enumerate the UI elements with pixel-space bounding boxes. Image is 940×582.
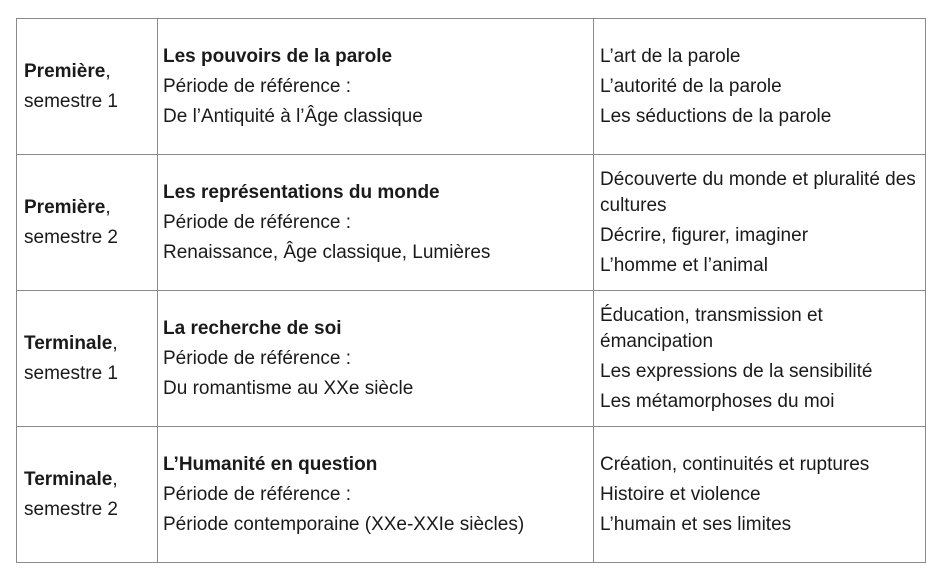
theme-title: La recherche de soi — [163, 317, 342, 339]
level-cell — [17, 155, 158, 291]
subject-item: Histoire et violence — [600, 483, 761, 505]
level-line — [24, 193, 157, 223]
level-name: Première — [24, 196, 106, 218]
level-suffix: , — [112, 332, 118, 354]
level-cell — [17, 19, 158, 155]
subject-item: L’homme et l’animal — [600, 254, 768, 276]
subject-item: L’humain et ses limites — [600, 513, 792, 535]
subjects-cell — [594, 19, 926, 155]
theme-title: L’Humanité en question — [163, 453, 378, 475]
subject-item: Création, continuités et ruptures — [600, 453, 870, 475]
period: Du romantisme au XXe siècle — [163, 377, 414, 399]
subjects-cell — [594, 291, 926, 427]
period-label: Période de référence : — [163, 211, 352, 233]
theme-cell — [158, 19, 594, 155]
level-name: Terminale — [24, 332, 113, 354]
level-cell — [17, 427, 158, 563]
period-label: Période de référence : — [163, 75, 352, 97]
level-line — [24, 465, 157, 495]
program-table — [16, 18, 926, 563]
subject-item: Découverte du monde et pluralité des cultures — [600, 168, 916, 216]
subject-item: Éducation, transmission et émancipation — [600, 304, 823, 352]
subject-item: Les métamorphoses du moi — [600, 390, 835, 412]
program-table-container — [16, 18, 926, 563]
subject-item: Les expressions de la sensibilité — [600, 360, 873, 382]
semester: semestre 1 — [24, 362, 118, 384]
table-row — [17, 19, 926, 155]
table-row — [17, 427, 926, 563]
level-suffix: , — [112, 468, 118, 490]
theme-title: Les pouvoirs de la parole — [163, 45, 393, 67]
level-line — [24, 57, 157, 87]
semester: semestre 2 — [24, 498, 118, 520]
period: Période contemporaine (XXe-XXIe siècles) — [163, 513, 525, 535]
subject-item: L’art de la parole — [600, 45, 741, 67]
table-row — [17, 155, 926, 291]
level-name: Terminale — [24, 468, 113, 490]
period-label: Période de référence : — [163, 347, 352, 369]
theme-cell — [158, 155, 594, 291]
period: Renaissance, Âge classique, Lumières — [163, 241, 491, 263]
table-row — [17, 291, 926, 427]
subjects-cell — [594, 155, 926, 291]
level-suffix: , — [105, 196, 111, 218]
theme-title: Les représentations du monde — [163, 181, 440, 203]
semester: semestre 2 — [24, 226, 118, 248]
semester: semestre 1 — [24, 90, 118, 112]
period-label: Période de référence : — [163, 483, 352, 505]
level-suffix: , — [105, 60, 111, 82]
period: De l’Antiquité à l’Âge classique — [163, 105, 423, 127]
theme-cell — [158, 427, 594, 563]
level-cell — [17, 291, 158, 427]
subject-item: Les séductions de la parole — [600, 105, 832, 127]
subject-item: Décrire, figurer, imaginer — [600, 224, 809, 246]
theme-cell — [158, 291, 594, 427]
level-line — [24, 329, 157, 359]
subject-item: L’autorité de la parole — [600, 75, 782, 97]
subjects-cell — [594, 427, 926, 563]
level-name: Première — [24, 60, 106, 82]
